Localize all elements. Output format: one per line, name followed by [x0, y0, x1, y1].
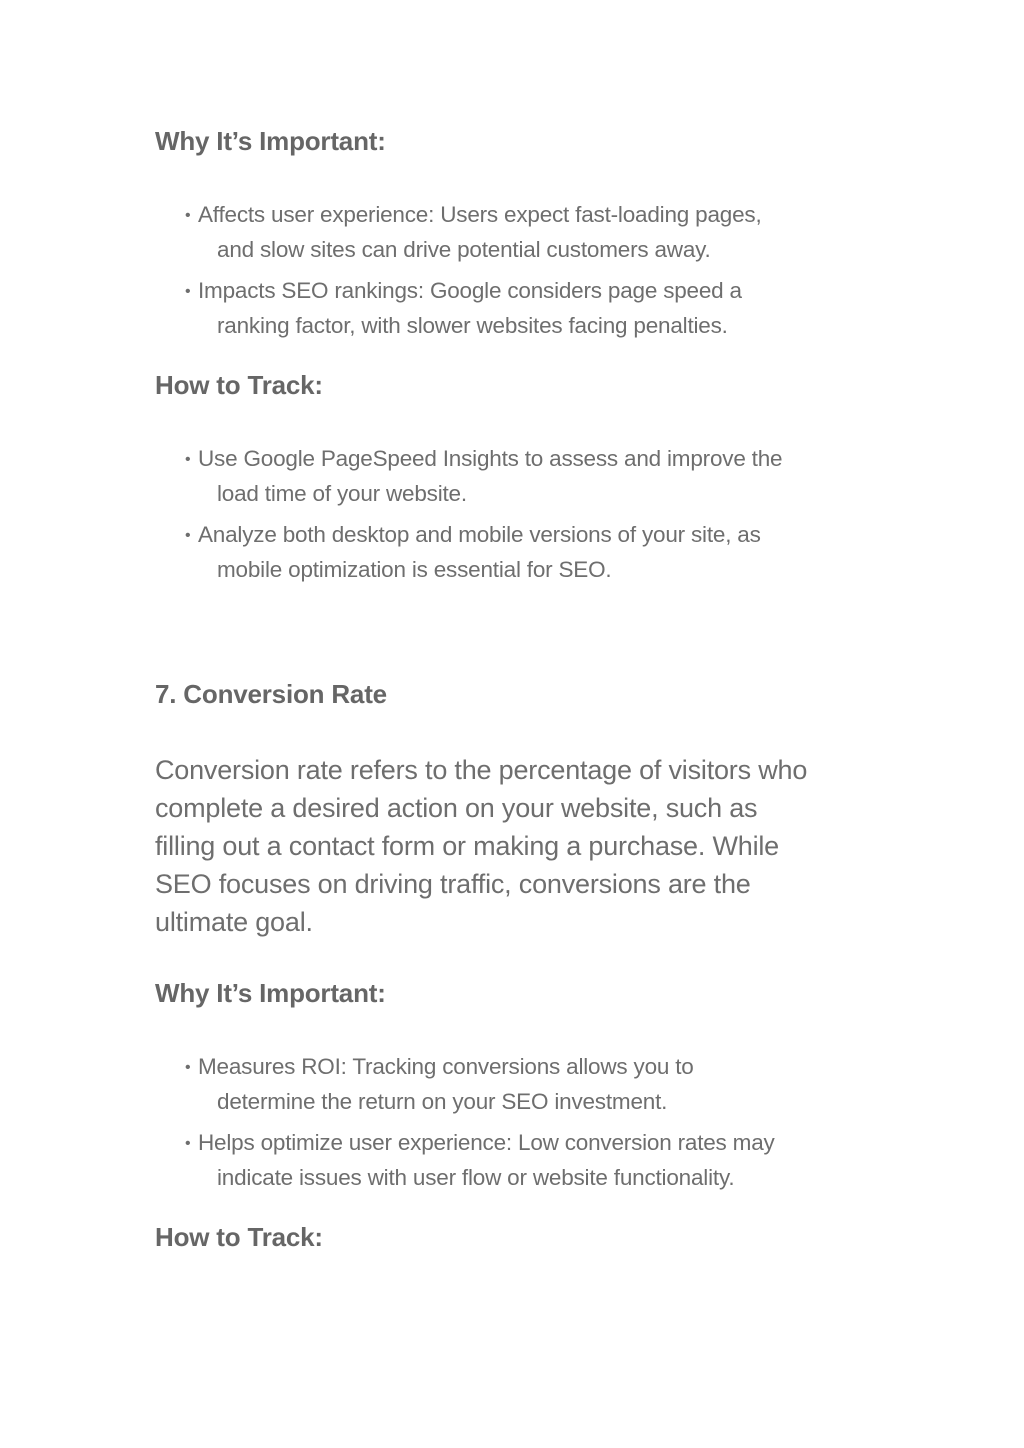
list-item-text: Measures ROI: Tracking conversions allows you to [198, 1054, 694, 1079]
bullet-icon: • [185, 207, 191, 224]
list-item-text: Analyze both desktop and mobile versions of your site, as [198, 522, 761, 547]
list-item-text: Affects user experience: Users expect fast-loading pages, [198, 202, 762, 227]
why-important-heading: Why It’s Important: [155, 978, 386, 1008]
list-item [185, 1126, 885, 1195]
list-item [185, 274, 885, 343]
bullet-icon: • [185, 283, 191, 300]
bullet-icon: • [185, 1135, 191, 1152]
paragraph-line: complete a desired action on your website, such as [155, 793, 758, 823]
paragraph-line: SEO focuses on driving traffic, conversions are the [155, 869, 751, 899]
list-item-text: ranking factor, with slower websites facing penalties. [217, 313, 728, 338]
list-item [185, 198, 885, 267]
list-item-text: Helps optimize user experience: Low conversion rates may [198, 1130, 775, 1155]
how-to-track-heading: How to Track: [155, 1222, 323, 1252]
bullet-icon: • [185, 451, 191, 468]
bullet-icon: • [185, 1059, 191, 1076]
paragraph-line: ultimate goal. [155, 907, 313, 937]
list-item-text: Impacts SEO rankings: Google considers page speed a [198, 278, 742, 303]
list-item-text: load time of your website. [217, 481, 467, 506]
list-item-text: Use Google PageSpeed Insights to assess and improve the [198, 446, 783, 471]
paragraph-line: filling out a contact form or making a purchase. While [155, 831, 779, 861]
list-item-text: and slow sites can drive potential customers away. [217, 237, 711, 262]
list-item [185, 518, 885, 587]
list-item-text: mobile optimization is essential for SEO. [217, 557, 612, 582]
list-item-text: indicate issues with user flow or website functionality. [217, 1165, 735, 1190]
section-title: 7. Conversion Rate [155, 679, 387, 709]
why-important-heading: Why It’s Important: [155, 126, 386, 156]
bullet-icon: • [185, 527, 191, 544]
how-to-track-heading: How to Track: [155, 370, 323, 400]
list-item [185, 1050, 885, 1119]
list-item-text: determine the return on your SEO investment. [217, 1089, 668, 1114]
paragraph-line: Conversion rate refers to the percentage of visitors who [155, 755, 808, 785]
list-item [185, 442, 885, 511]
intro-paragraph [155, 751, 915, 941]
